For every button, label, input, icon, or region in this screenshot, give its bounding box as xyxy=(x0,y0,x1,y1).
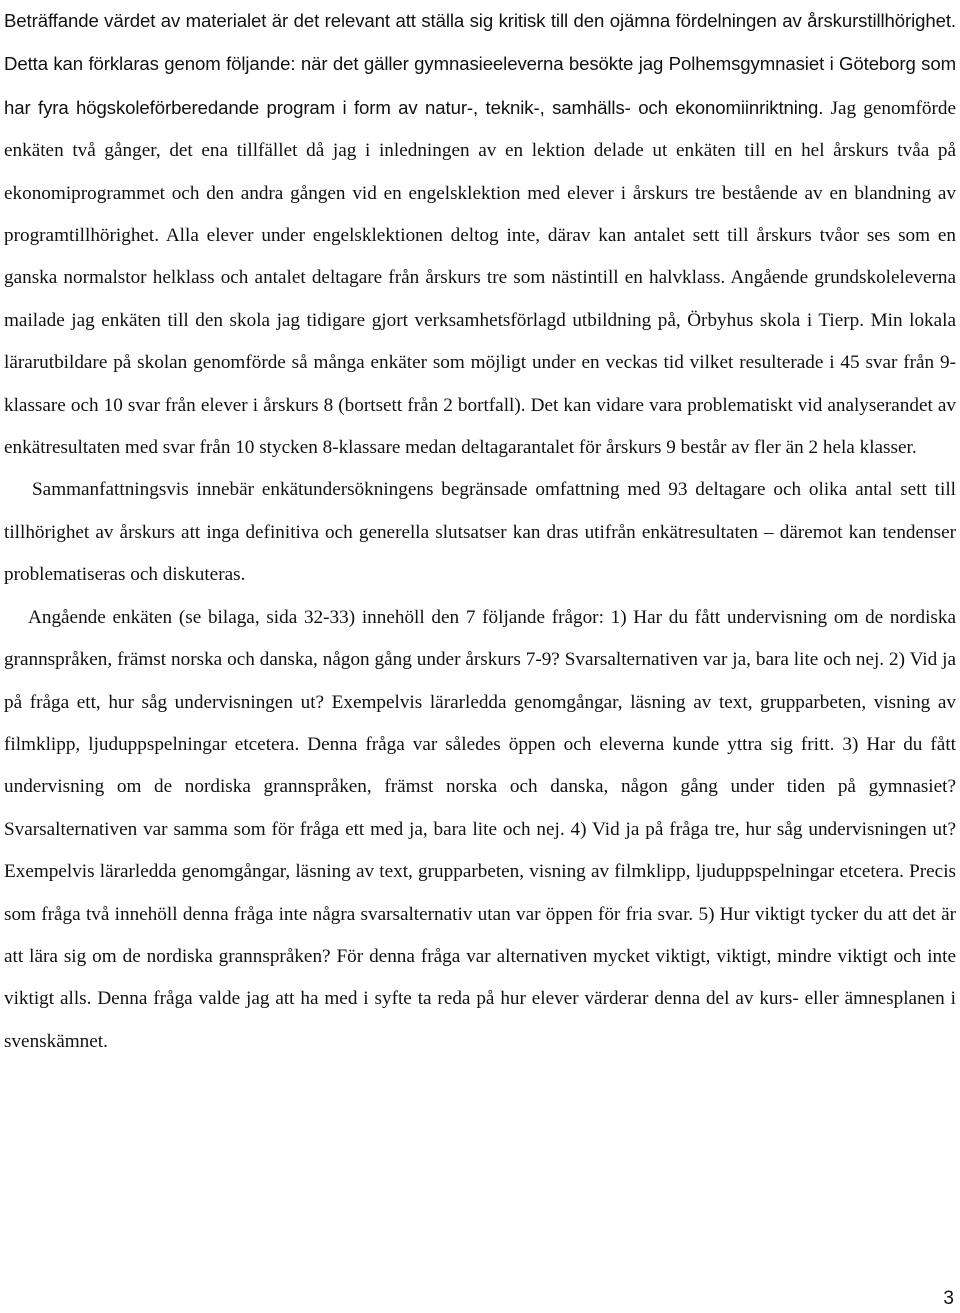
paragraph-1 xyxy=(4,0,956,469)
paragraph-3: Angående enkäten (se bilaga, sida 32-33) innehöll den 7 följande frågor: 1) Har du fått undervisning om de nordiska grannspråken, främst norska och danska, någon gång under årskurs 7-9? Svarsalternativen var ja, bara lite och nej. 2) Vid ja på fråga ett, hur såg undervisningen ut? Exempelvis lärarledda genomgångar, läsning av text, grupparbeten, visning av filmklipp, ljuduppspelningar etcetera. Denna fråga var således öppen och eleverna kunde yttra sig fritt. 3) Har du fått undervisning om de nordiska grannspråken, främst norska och danska, någon gång under tiden på gymnasiet? Svarsalternativen var samma som för fråga ett med ja, bara lite och nej. 4) Vid ja på fråga tre, hur såg undervisningen ut? Exempelvis lärarledda genomgångar, läsning av text, grupparbeten, visning av filmklipp, ljuduppspelningar etcetera. Precis som fråga två innehöll denna fråga inte några svarsalternativ utan var öppen för fria svar. 5) Hur viktigt tycker du att det är att lära sig om de nordiska grannspråken? För denna fråga var alternativen mycket viktigt, viktigt, mindre viktigt och inte viktigt alls. Denna fråga valde jag att ha med i syfte ta reda på hur elever värderar denna del av kurs- eller ämnesplanen i svenskämnet. xyxy=(4,606,956,1052)
paragraph-1-serif-text: Jag genomförde enkäten två gånger, det ena tillfället då jag i inledningen av en lektion delade ut enkäten till en hel årskurs tvåa på ekonomiprogrammet och den andra gången vid en engelsklektion med elever i årskurs tre bestående av en blandning av programtillhörighet. Alla elever under engelsklektionen deltog inte, därav kan antalet sett till årskurs tvåor ses som en ganska normalstor helklass och antalet deltagare från årskurs tre som nästintill en halvklass. Angående grundskoleleverna mailade jag enkäten till den skola jag tidigare gjort verksamhetsförlagd utbildning på, Örbyhus skola i Tierp. Min lokala lärarutbildare på skolan genomförde så många enkäter som möjligt under en veckas tid vilket resulterade i 45 svar från 9-klassare och 10 svar från elever i årskurs 8 (bortsett från 2 bortfall). Det kan vidare vara problematiskt vid analyserandet av enkätresultaten med svar från 10 stycken 8-klassare medan deltagarantalet för årskurs 9 består av fler än 2 hela klasser. xyxy=(4,97,956,459)
paragraph-1-sans-text: Beträffande värdet av materialet är det relevant att ställa sig kritisk till den ojämna fördelningen av årskurstillhörighet. Detta kan förklaras genom följande: när det gäller gymnasieeleverna besökte jag Polhemsgymnasiet i Göteborg som har fyra högskoleförberedande program i form av natur-, teknik-, samhälls- och ekonomiinriktning. xyxy=(4,10,956,118)
paragraph-2: Sammanfattningsvis innebär enkätundersökningens begränsade omfattning med 93 deltagare och olika antal sett till tillhörighet av årskurs att inga definitiva och generella slutsatser kan dras utifrån enkätresultaten – däremot kan tendenser problematiseras och diskuteras. xyxy=(4,479,956,586)
document-page xyxy=(4,0,956,1063)
page-number: 3 xyxy=(943,1288,954,1309)
